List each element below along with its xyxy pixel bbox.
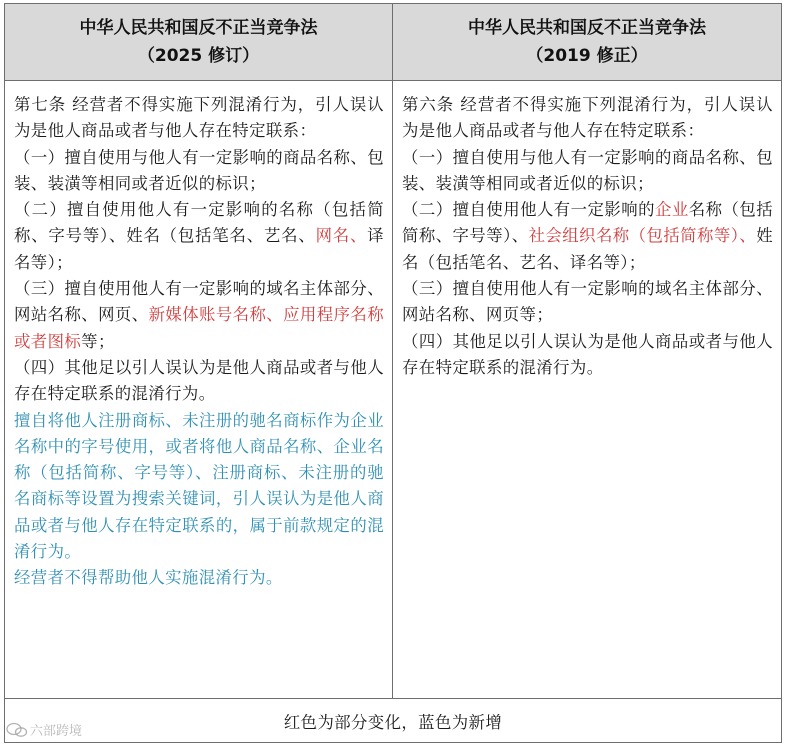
item-2-changed-text-1: 企业 bbox=[655, 200, 689, 220]
body-cell-2019 bbox=[393, 80, 781, 698]
item-2-text-b: 译名等）； bbox=[14, 226, 385, 272]
item-2-changed-text: 网名、 bbox=[315, 226, 368, 246]
item-2-text-a: （二）擅自使用他人有一定影响的 bbox=[402, 200, 655, 220]
watermark-text: 六部跨境 bbox=[30, 724, 83, 739]
article-7-item-2 bbox=[14, 197, 384, 276]
header-cell-2019 bbox=[393, 4, 781, 80]
article-7-intro: 第七条 经营者不得实施下列混淆行为，引人误认为是他人商品或者与他人存在特定联系： bbox=[14, 95, 384, 141]
comparison-table bbox=[4, 3, 782, 743]
header-title-2025: 中华人民共和国反不正当竞争法 bbox=[79, 18, 318, 38]
article-6-item-3: （三）擅自使用他人有一定影响的域名主体部分、网站名称、网页等； bbox=[402, 279, 773, 325]
wechat-logo-icon bbox=[6, 722, 28, 738]
article-7-added-sentence: 经营者不得帮助他人实施混淆行为。 bbox=[14, 568, 283, 588]
item-3-changed-text: 新媒体账号名称、应用程序名称或者图标 bbox=[14, 305, 384, 351]
article-6-intro: 第六条 经营者不得实施下列混淆行为，引人误认为是他人商品或者与他人存在特定联系： bbox=[402, 95, 773, 141]
header-title-2019: 中华人民共和国反不正当竞争法 bbox=[468, 18, 706, 38]
table-header-row bbox=[5, 4, 781, 81]
item-3-text-a: （三）擅自使用他人有一定影响的域名主体部分、网站名称、网页、 bbox=[14, 279, 384, 325]
header-subtitle-2019: （2019 修正） bbox=[526, 46, 648, 66]
article-6-item-2 bbox=[402, 197, 773, 276]
article-7-item-3 bbox=[14, 276, 384, 355]
body-cell-2025 bbox=[5, 80, 392, 698]
header-cell-2025 bbox=[5, 4, 392, 80]
legend-note: 红色为部分变化，蓝色为新增 bbox=[5, 698, 781, 743]
item-2-text-a: （二）擅自使用他人有一定影响的名称（包括简称、字号等）、姓名（包括笔名、艺名、 bbox=[14, 200, 384, 246]
article-6-item-4: （四）其他足以引人误认为是他人商品或者与他人存在特定联系的混淆行为。 bbox=[402, 331, 773, 377]
watermark bbox=[6, 720, 82, 739]
item-2-text-c: 姓名（包括笔名、艺名、译名等）； bbox=[402, 226, 773, 272]
article-7-item-1: （一）擅自使用与他人有一定影响的商品名称、包装、装潢等相同或者近似的标识； bbox=[14, 147, 384, 193]
article-7-added-paragraph: 擅自将他人注册商标、未注册的驰名商标作为企业名称中的字号使用，或者将他人商品名称、企业名称（包括简称、字号等）、注册商标、未注册的驰名商标等设置为搜索关键词，引人误认为是他人商品或者与他人存在特定联系的，属于前款规定的混淆行为。 bbox=[14, 410, 384, 562]
article-6-item-1: （一）擅自使用与他人有一定影响的商品名称、包装、装潢等相同或者近似的标识； bbox=[402, 147, 773, 193]
header-subtitle-2025: （2025 修订） bbox=[137, 46, 260, 66]
item-2-changed-text-2: 社会组织名称（包括简称等）、 bbox=[528, 226, 757, 246]
item-2-text-b: 名称（包括简称、字号等）、 bbox=[402, 200, 773, 246]
article-7-item-4: （四）其他足以引人误认为是他人商品或者与他人存在特定联系的混淆行为。 bbox=[14, 357, 384, 404]
item-3-text-b: 等； bbox=[81, 331, 115, 351]
